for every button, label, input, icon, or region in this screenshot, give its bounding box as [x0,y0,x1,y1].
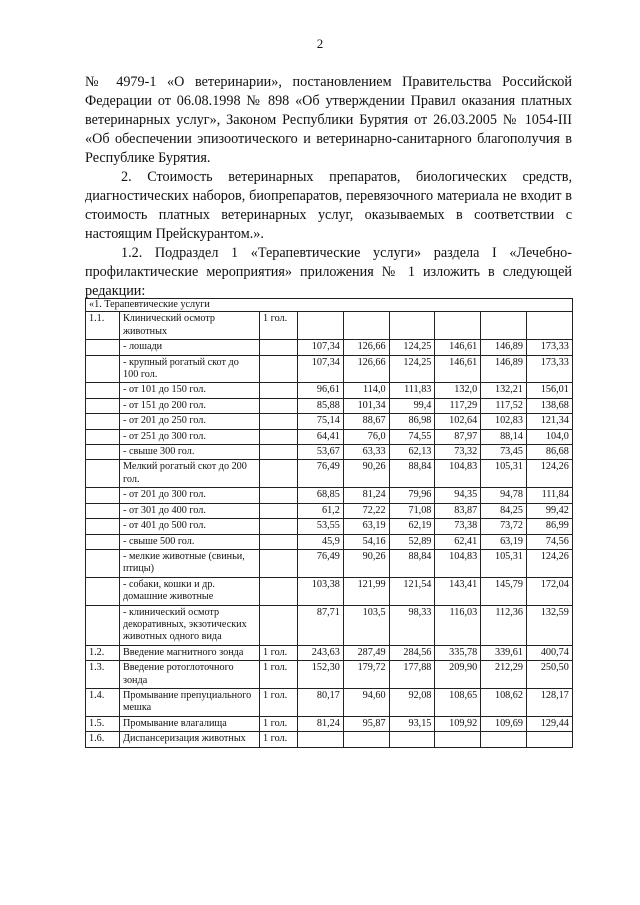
row-price-2: 76,0 [343,429,389,444]
paragraph: 1.2. Подраздел 1 «Терапевтические услуги» раздела I «Лечебно-профилактические мероприятия» приложения № 1 изложить в следующей редакции: [85,245,572,299]
row-price-2: 126,66 [343,355,389,383]
row-price-1: 243,63 [298,645,344,660]
row-price-1: 64,41 [298,429,344,444]
row-service-name: Клинический осмотр животных [120,312,260,340]
row-price-4: 209,90 [435,661,481,689]
row-code [86,519,120,534]
row-price-3: 62,19 [389,519,435,534]
row-unit [260,519,298,534]
row-price-5: 146,89 [481,340,527,355]
row-price-1: 81,24 [298,716,344,731]
row-price-5: 84,25 [481,503,527,518]
row-price-3: 121,54 [389,577,435,605]
row-price-4: 87,97 [435,429,481,444]
row-code [86,605,120,645]
row-price-6: 156,01 [526,383,572,398]
row-price-1: 53,67 [298,445,344,460]
row-service-name: Диспансеризация животных [120,732,260,747]
row-price-6: 74,56 [526,534,572,549]
row-price-5: 212,29 [481,661,527,689]
row-price-3: 74,55 [389,429,435,444]
row-price-6: 138,68 [526,398,572,413]
row-price-1: 61,2 [298,503,344,518]
row-price-6: 173,33 [526,355,572,383]
row-service-name: - от 201 до 250 гол. [120,414,260,429]
table-row [86,716,573,731]
row-code [86,488,120,503]
row-price-1: 53,55 [298,519,344,534]
body-text [85,73,572,301]
row-price-3: 177,88 [389,661,435,689]
row-code: 1.6. [86,732,120,747]
row-service-name: - от 401 до 500 гол. [120,519,260,534]
row-code [86,445,120,460]
row-unit [260,577,298,605]
row-price-6 [526,732,572,747]
row-price-4: 73,32 [435,445,481,460]
row-price-5: 105,31 [481,549,527,577]
row-price-1: 87,71 [298,605,344,645]
row-price-1: 103,38 [298,577,344,605]
row-price-6: 86,68 [526,445,572,460]
section-header-row [86,299,573,312]
table-row [86,605,573,645]
row-price-3: 86,98 [389,414,435,429]
row-price-4: 109,92 [435,716,481,731]
row-service-name: - клинический осмотр декоративных, экзотических животных одного вида [120,605,260,645]
row-price-3: 93,15 [389,716,435,731]
price-table [85,298,573,748]
row-unit: 1 гол. [260,732,298,747]
row-price-1 [298,732,344,747]
row-price-3: 124,25 [389,355,435,383]
row-service-name: - собаки, кошки и др. домашние животные [120,577,260,605]
row-price-1: 76,49 [298,549,344,577]
row-price-4: 94,35 [435,488,481,503]
row-code: 1.3. [86,661,120,689]
row-unit: 1 гол. [260,645,298,660]
row-price-1: 96,61 [298,383,344,398]
table-row [86,355,573,383]
row-price-1: 85,88 [298,398,344,413]
row-price-2: 126,66 [343,340,389,355]
row-price-4: 102,64 [435,414,481,429]
row-code: 1.2. [86,645,120,660]
row-price-5: 73,45 [481,445,527,460]
row-price-4: 104,83 [435,549,481,577]
row-price-1 [298,312,344,340]
row-price-2: 179,72 [343,661,389,689]
table-row [86,661,573,689]
row-price-4: 146,61 [435,340,481,355]
row-price-6: 104,0 [526,429,572,444]
table-row [86,383,573,398]
row-price-6: 121,34 [526,414,572,429]
row-price-2 [343,312,389,340]
row-price-4: 143,41 [435,577,481,605]
row-unit [260,605,298,645]
row-unit: 1 гол. [260,661,298,689]
row-price-2: 95,87 [343,716,389,731]
row-price-3: 98,33 [389,605,435,645]
row-price-6: 124,26 [526,460,572,488]
row-price-4: 335,78 [435,645,481,660]
row-price-3: 284,56 [389,645,435,660]
table-row [86,398,573,413]
row-service-name: Введение магнитного зонда [120,645,260,660]
table-row [86,460,573,488]
table-row [86,577,573,605]
row-price-3: 111,83 [389,383,435,398]
row-unit [260,429,298,444]
row-price-6: 173,33 [526,340,572,355]
row-service-name: - от 151 до 200 гол. [120,398,260,413]
table-row [86,534,573,549]
row-price-6: 99,42 [526,503,572,518]
row-service-name: Мелкий рогатый скот до 200 гол. [120,460,260,488]
row-price-3 [389,312,435,340]
row-price-1: 76,49 [298,460,344,488]
row-service-name: - от 301 до 400 гол. [120,503,260,518]
row-price-2: 81,24 [343,488,389,503]
row-price-4: 104,83 [435,460,481,488]
row-price-4 [435,312,481,340]
row-price-2: 103,5 [343,605,389,645]
table-row [86,503,573,518]
row-price-4: 117,29 [435,398,481,413]
row-price-6 [526,312,572,340]
row-price-5: 339,61 [481,645,527,660]
row-code [86,429,120,444]
row-unit [260,340,298,355]
row-service-name: - от 201 до 300 гол. [120,488,260,503]
row-price-3: 92,08 [389,688,435,716]
table-row [86,414,573,429]
row-price-2: 101,34 [343,398,389,413]
row-code [86,460,120,488]
row-price-5: 145,79 [481,577,527,605]
row-code: 1.5. [86,716,120,731]
row-price-4: 116,03 [435,605,481,645]
row-unit: 1 гол. [260,716,298,731]
paragraph: № 4979-1 «О ветеринарии», постановлением Правительства Российской Федерации от 06.08.1998 № 898 «Об утверждении Правил оказания платных ветеринарных услуг», Законом Республики Бурятия от 26.03.2005 № 1054-III «Об обеспечении эпизоотического и ветеринарно-санитарного благополучия в Республике Бурятия. [85,74,572,166]
row-service-name: - свыше 500 гол. [120,534,260,549]
row-price-6: 172,04 [526,577,572,605]
row-code [86,503,120,518]
row-price-3: 124,25 [389,340,435,355]
row-price-2: 88,67 [343,414,389,429]
row-price-5: 88,14 [481,429,527,444]
row-price-3: 79,96 [389,488,435,503]
row-unit [260,398,298,413]
row-unit: 1 гол. [260,312,298,340]
row-unit [260,460,298,488]
row-service-name: - свыше 300 гол. [120,445,260,460]
table-row [86,445,573,460]
table-row [86,549,573,577]
row-code [86,534,120,549]
row-price-4: 132,0 [435,383,481,398]
table-row [86,732,573,747]
row-price-5: 112,36 [481,605,527,645]
row-unit [260,549,298,577]
row-price-5 [481,732,527,747]
row-code [86,383,120,398]
row-price-1: 107,34 [298,355,344,383]
row-price-6: 250,50 [526,661,572,689]
section-title: «1. Терапевтические услуги [86,299,573,312]
row-price-5: 102,83 [481,414,527,429]
row-service-name: - от 101 до 150 гол. [120,383,260,398]
row-price-2: 90,26 [343,549,389,577]
row-price-4: 146,61 [435,355,481,383]
row-unit [260,355,298,383]
row-price-6: 111,84 [526,488,572,503]
row-price-5: 94,78 [481,488,527,503]
page-number: 2 [316,36,324,51]
row-price-5: 63,19 [481,534,527,549]
row-price-1: 80,17 [298,688,344,716]
paragraph: 2. Стоимость ветеринарных препаратов, биологических средств, диагностических наборов, биопрепаратов, перевязочного материала не входит в стоимость платных ветеринарных услуг, оказываемых в соответствии с настоящим Прейскурантом.». [85,169,572,242]
row-price-4: 73,38 [435,519,481,534]
row-price-2: 63,33 [343,445,389,460]
row-service-name: - мелкие животные (свиньи, птицы) [120,549,260,577]
row-unit [260,534,298,549]
row-code [86,355,120,383]
row-price-3: 71,08 [389,503,435,518]
row-price-2: 63,19 [343,519,389,534]
row-price-1: 152,30 [298,661,344,689]
row-code: 1.1. [86,312,120,340]
row-price-4: 62,41 [435,534,481,549]
row-price-1: 68,85 [298,488,344,503]
row-price-2: 121,99 [343,577,389,605]
row-service-name: Введение ротоглоточного зонда [120,661,260,689]
row-price-4 [435,732,481,747]
row-price-5: 109,69 [481,716,527,731]
table-row [86,488,573,503]
row-price-6: 400,74 [526,645,572,660]
row-price-2: 287,49 [343,645,389,660]
row-price-4: 83,87 [435,503,481,518]
row-code: 1.4. [86,688,120,716]
row-code [86,340,120,355]
row-service-name: - лошади [120,340,260,355]
table-row [86,429,573,444]
row-unit [260,414,298,429]
row-price-6: 128,17 [526,688,572,716]
row-price-3: 62,13 [389,445,435,460]
row-price-5: 132,21 [481,383,527,398]
row-price-6: 124,26 [526,549,572,577]
row-price-5: 117,52 [481,398,527,413]
row-price-3: 88,84 [389,549,435,577]
row-price-5: 146,89 [481,355,527,383]
row-price-5: 108,62 [481,688,527,716]
row-service-name: - крупный рогатый скот до 100 гол. [120,355,260,383]
row-price-3: 52,89 [389,534,435,549]
row-code [86,398,120,413]
row-unit [260,488,298,503]
row-price-6: 86,99 [526,519,572,534]
row-price-4: 108,65 [435,688,481,716]
row-price-1: 75,14 [298,414,344,429]
row-service-name: Промывание влагалища [120,716,260,731]
row-code [86,414,120,429]
row-price-5 [481,312,527,340]
row-price-6: 129,44 [526,716,572,731]
row-price-1: 107,34 [298,340,344,355]
row-price-2: 94,60 [343,688,389,716]
row-price-3: 99,4 [389,398,435,413]
row-code [86,549,120,577]
row-price-1: 45,9 [298,534,344,549]
row-price-6: 132,59 [526,605,572,645]
table-row [86,519,573,534]
row-price-2: 54,16 [343,534,389,549]
row-price-2 [343,732,389,747]
table-row [86,645,573,660]
row-service-name: Промывание препуциального мешка [120,688,260,716]
table-row [86,312,573,340]
row-service-name: - от 251 до 300 гол. [120,429,260,444]
row-price-3: 88,84 [389,460,435,488]
row-price-5: 105,31 [481,460,527,488]
row-code [86,577,120,605]
row-unit [260,503,298,518]
row-price-2: 72,22 [343,503,389,518]
table-row [86,340,573,355]
row-price-5: 73,72 [481,519,527,534]
row-price-2: 114,0 [343,383,389,398]
row-unit [260,383,298,398]
row-price-3 [389,732,435,747]
table-row [86,688,573,716]
row-unit: 1 гол. [260,688,298,716]
row-price-2: 90,26 [343,460,389,488]
row-unit [260,445,298,460]
